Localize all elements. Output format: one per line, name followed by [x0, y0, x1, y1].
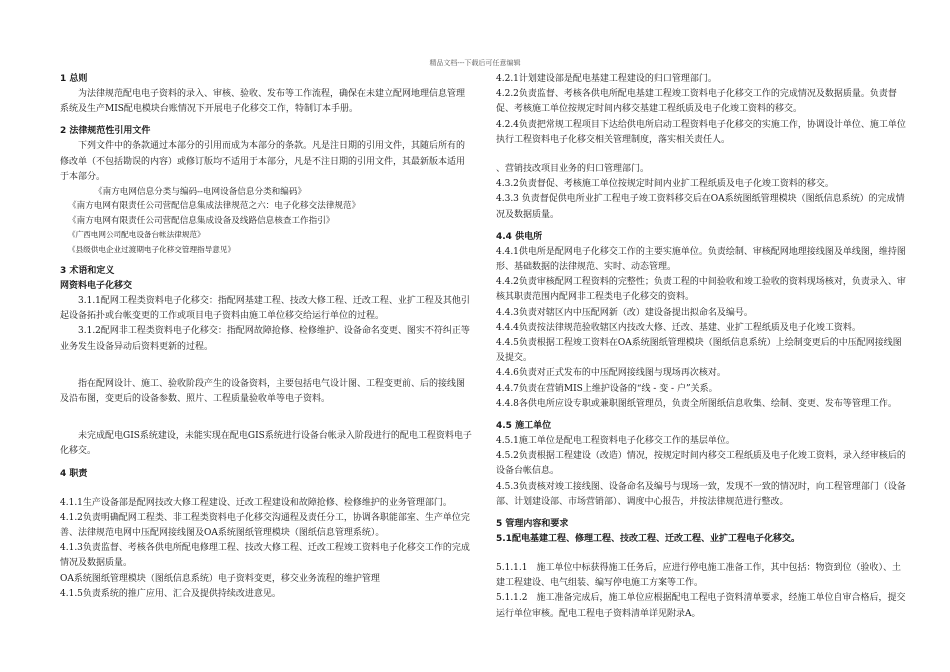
- section-4-3-paragraph: 4.3.3 负责督促供电所业扩工程电子竣工资料移交后在OA系统图纸管理模块（图纸信息系统）的完成情况及数据质量。: [496, 194, 905, 220]
- section-4-5-title: 4.5 施工单位: [496, 421, 552, 432]
- section-4-5-paragraph: 4.5.2负责根据工程建设（改造）情况，按规定时间内移交工程纸质及电子化竣工资料，录入经审核后的设备台帐信息。: [496, 451, 906, 477]
- section-4-4-paragraph: 4.4.4负责按法律规范验收辖区内技改大修、迁改、基建、业扩工程纸质及电子化竣工资料。: [496, 322, 861, 333]
- reference-item: 《南方电网有限责任公司营配信息集成法律规范之六：电子化移交法律规范》: [68, 201, 361, 212]
- section-3-paragraph: 3.1.1配网工程类资料电子化移交：指配网基建工程、技改大修工程、迁改工程、业扩工程及其他引起设备拓扑或台帐变更的工作或项目电子资料由施工单位移交给运行单位的过程。: [60, 296, 470, 322]
- section-4-4-paragraph: 4.4.6负责对正式发布的中压配网接线图与现场再次核对。: [496, 368, 726, 379]
- left-column: [60, 72, 472, 602]
- section-4-4-paragraph: 4.4.5负责根据工程竣工资料在OA系统图纸管理模块（图纸信息系统）上绘制变更后的中压配网接线图及提交。: [496, 338, 902, 364]
- section-4-4-title: 4.4 供电所: [496, 231, 543, 242]
- section-4-2-paragraph: 4.2.1计划建设部是配电基建工程建设的归口管理部门。: [496, 74, 717, 84]
- section-5-1-paragraph: 5.1.1.2 施工准备完成后，施工单位应根据配电工程电子资料清单要求，经施工单位自审合格后，提交运行单位审核。配电工程电子资料清单详见附录A。: [496, 593, 906, 619]
- section-3-paragraph: 未完成配电GIS系统建设，未能实现在配电GIS系统进行设备台帐录入阶段进行的配电工程资料电子化移交。: [60, 431, 472, 457]
- section-4-4-paragraph: 4.4.7负责在营销MIS上维护设备的“线 - 变 - 户”关系。: [496, 383, 718, 394]
- section-4-2-paragraph: 4.2.4负责把常规工程项目下达给供电所启动工程资料电子化移交的实施工作，协调设计单位、施工单位执行工程资料电子化移交相关管理制度，落实相关责任人。: [496, 119, 906, 145]
- section-3-paragraph: 3.1.2配网非工程类资料电子化移交：指配网故障抢修、检修维护、设备命名变更、图实不符纠正等业务发生设备异动后资料更新的过程。: [60, 326, 470, 352]
- section-4-3-paragraph: 4.3.2负责督促、考核施工单位按规定时间内业扩工程纸质及电子化竣工资料的移交。: [496, 179, 834, 190]
- section-5-1-paragraph: 5.1.1.1 施工单位中标获得施工任务后，应进行停电施工准备工作，其中包括：物资到位（验收）、土建工程建设、电气组装、编写停电施工方案等工作。: [496, 563, 901, 589]
- section-3-subtitle: 网资料电子化移交: [60, 281, 133, 292]
- section-4-paragraph: 4.1.2负责明确配网工程类、非工程类资料电子化移交沟通程及责任分工，协调各职能部室、生产单位完善、法律规范电网中压配网接线图及OA系统图纸管理模块（图纸信息管理系统）。: [60, 512, 470, 539]
- reference-item: 《县级供电企业过渡期电子化移交管理指导意见》: [68, 244, 236, 254]
- reference-item: 《南方电网有限责任公司营配信息集成设备及线路信息核查工作指引》: [68, 215, 335, 226]
- section-4-5-paragraph: 4.5.1施工单位是配电工程资料电子化移交工作的基层单位。: [496, 436, 735, 447]
- section-3-title: 3 术语和定义: [60, 266, 115, 277]
- section-2-title: 2 法律规范性引用文件: [60, 126, 151, 137]
- section-4-4-paragraph: 4.4.3负责对辖区内中压配网新（改）建设备提出拟命名及编号。: [496, 307, 753, 318]
- page-header: 精品文档---下载后可任意编辑: [429, 59, 521, 67]
- section-4-paragraph: 4.1.1生产设备部是配网技改大修工程建设、迁改工程建设和故障抢修、检修维护的业务管理部门。: [60, 497, 452, 508]
- section-4-3-paragraph: 、营销技改项目业务的归口管理部门。: [496, 164, 650, 175]
- section-4-2-paragraph: 4.2.2负责监督、考核各供电所配电基建工程竣工资料电子化移交工作的完成情况及数据质量。负责督促、考核施工单位按规定时间内移交基建工程纸质及电子化竣工资料的移交。: [496, 89, 897, 115]
- right-column: [496, 72, 908, 622]
- section-4-4-paragraph: 4.4.2负责审核配网工程资料的完整性；负责工程的中间验收和竣工验收的资料现场核对，负责录入、审核其职责范围内配网非工程类电子化移交的资料。: [496, 277, 906, 303]
- section-4-paragraph: 4.1.3负责监督、考核各供电所配电修理工程、技改大修工程、迁改工程竣工资料电子化移交工作的完成情况及数据质量。: [60, 543, 470, 569]
- section-4-paragraph: OA系统图纸管理模块（图纸信息系统）电子资料变更，移交业务流程的维护管理: [60, 573, 380, 584]
- section-4-4-paragraph: 4.4.1供电所是配网电子化移交工作的主要实施单位。负责绘制、审核配网地理接线图及单线图，维持图形、基础数据的法律规范、实时、动态管理。: [496, 246, 906, 273]
- section-1-title: 1 总则: [60, 74, 88, 84]
- reference-item: 《广西电网公司配电设备台帐法律规范》: [68, 230, 205, 240]
- section-3-paragraph: 指在配网设计、施工、验收阶段产生的设备资料，主要包括电气设计图、工程变更前、后的接线图及沿布图，变更后的设备参数、照片、工程质量验收单等电子资料。: [60, 378, 466, 405]
- section-4-title: 4 职责: [60, 468, 88, 479]
- reference-item: 《南方电网信息分类与编码--电网设备信息分类和编码》: [94, 187, 307, 198]
- section-4-paragraph: 4.1.5负责系统的推广应用、汇合及提供持续改进意见。: [60, 588, 281, 599]
- section-1-paragraph: 为法律规范配电电子资料的录入、审核、验收、发布等工作流程，确保在未建立配网地理信息管理系统及生产MIS配电模块台账情况下开展电子化移交工作，特制订本手册。: [60, 89, 466, 115]
- section-4-5-paragraph: 4.5.3负责核对竣工接线图、设备命名及编号与现场一致，发现不一致的情况时，向工程管理部门（设备部、计划建设部、市场营销部）、调度中心报告，并按法律规范进行整改。: [496, 481, 906, 507]
- section-2-paragraph: 下列文件中的条款通过本部分的引用而成为本部分的条款。凡是注日期的引用文件，其随后所有的修改单（不包括勘误的内容）或修订版均不适用于本部分，凡是不注日期的引用文件，其最新版本适用于本部分。: [60, 141, 466, 182]
- section-4-4-paragraph: 4.4.8各供电所应设专职或兼职图纸管理员，负责全所图纸信息收集、绘制、变更、发布等管理工作。: [496, 398, 897, 409]
- section-5-1-title: 5.1配电基建工程、修理工程、技改工程、迁改工程、业扩工程电子化移交。: [496, 534, 800, 545]
- section-5-title: 5 管理内容和要求: [496, 519, 569, 530]
